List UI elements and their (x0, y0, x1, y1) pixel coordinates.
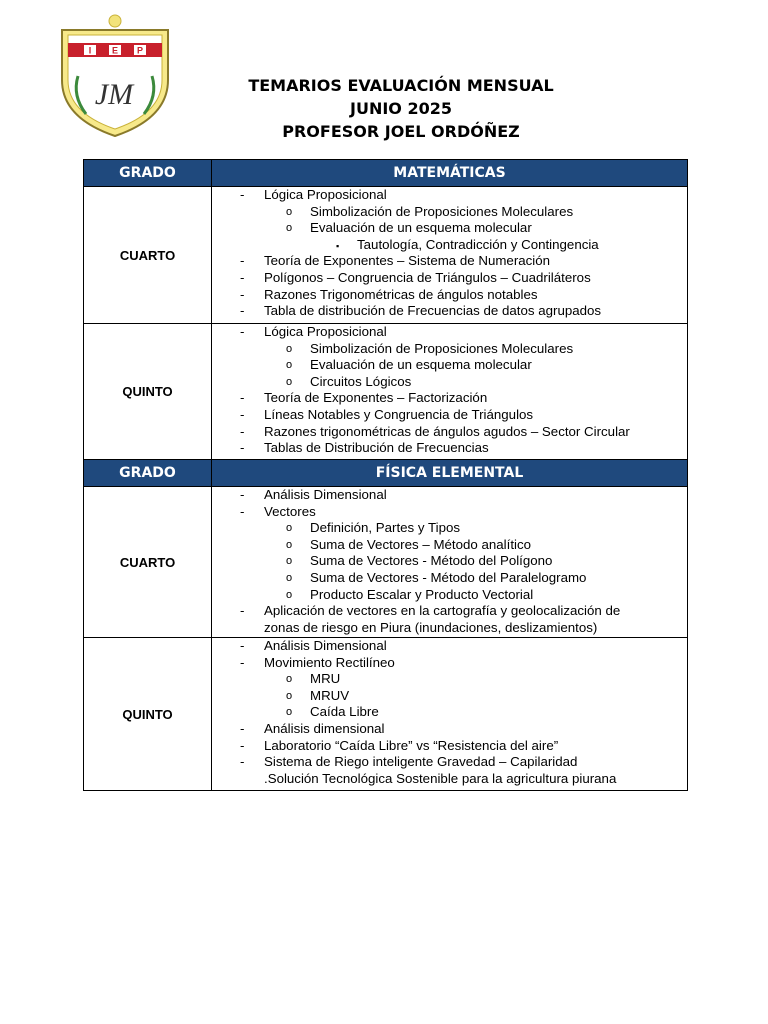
header-date: JUNIO 2025 (350, 99, 452, 118)
topic-text: Suma de Vectores - Método del Polígono (310, 553, 553, 569)
topic-item (212, 738, 687, 755)
topic-item (212, 721, 687, 738)
topic-item (212, 603, 687, 636)
topic-item (212, 270, 687, 287)
bullet-marker: - (240, 406, 245, 422)
bullet-marker: o (286, 205, 293, 218)
document-header (200, 74, 602, 143)
topics-cell (212, 638, 688, 791)
bullet-marker: o (286, 555, 293, 568)
topic-item (212, 374, 687, 391)
bullet-marker: ▪ (336, 240, 340, 251)
topic-text: Sistema de Riego inteligente Gravedad – Capilaridad (264, 754, 578, 770)
topic-item (212, 570, 687, 587)
topics-list (212, 324, 687, 457)
bullet-marker: o (286, 706, 293, 719)
topic-text: Razones Trigonométricas de ángulos notables (264, 286, 538, 302)
bullet-marker: - (240, 187, 245, 202)
bullet-marker: - (240, 603, 245, 619)
topic-text: MRU (310, 671, 341, 687)
header-title: TEMARIOS EVALUACIÓN MENSUAL (248, 76, 554, 95)
grade-row (84, 324, 688, 460)
topic-item (212, 440, 687, 457)
bullet-marker: - (240, 303, 245, 319)
topic-item (212, 390, 687, 407)
topic-item (212, 688, 687, 705)
topic-item (212, 520, 687, 537)
topic-item (212, 407, 687, 424)
topic-item (212, 220, 687, 237)
topic-item (212, 424, 687, 441)
topic-item (212, 253, 687, 270)
bullet-marker: o (286, 522, 293, 535)
bullet-marker: o (286, 538, 293, 551)
topics-cell (212, 324, 688, 460)
topic-text: Simbolización de Proposiciones Moleculares (310, 203, 574, 219)
topic-text: MRUV (310, 687, 350, 703)
bullet-marker: - (240, 638, 245, 653)
topic-text: Evaluación de un esquema molecular (310, 220, 532, 236)
topic-text: Análisis Dimensional (264, 638, 387, 653)
bullet-marker: - (240, 654, 245, 670)
bullet-marker: - (240, 286, 245, 302)
topic-text: Laboratorio “Caída Libre” vs “Resistencia del aire” (264, 737, 559, 753)
topic-item (212, 187, 687, 204)
grade-row (84, 638, 688, 791)
topic-item (212, 587, 687, 604)
grade-column-header: GRADO (84, 160, 212, 187)
header-teacher: PROFESOR JOEL ORDÓÑEZ (282, 122, 520, 141)
topic-item (212, 655, 687, 672)
bullet-marker: - (240, 423, 245, 439)
topic-item (212, 537, 687, 554)
bullet-marker: - (240, 737, 245, 753)
grade-row (84, 187, 688, 324)
topic-text: Análisis dimensional (264, 720, 385, 736)
bullet-marker: o (286, 571, 293, 584)
topic-text: Lógica Proposicional (264, 187, 387, 202)
topic-item (212, 303, 687, 320)
topic-text-continuation: zonas de riesgo en Piura (inundaciones, deslizamientos) (264, 619, 598, 635)
topic-item (212, 504, 687, 521)
bullet-marker: - (240, 503, 245, 519)
topic-text: Razones trigonométricas de ángulos agudos – Sector Circular (264, 423, 630, 439)
bullet-marker: o (286, 375, 293, 388)
topic-text: Lógica Proposicional (264, 324, 387, 339)
grade-row (84, 487, 688, 638)
bullet-marker: o (286, 673, 293, 686)
grade-cell: QUINTO (84, 324, 212, 460)
bullet-marker: o (286, 342, 293, 355)
topic-item (212, 357, 687, 374)
subject-column-header: FÍSICA ELEMENTAL (212, 460, 688, 487)
bullet-marker: o (286, 359, 293, 372)
topic-item (212, 704, 687, 721)
topic-item (212, 237, 687, 254)
topic-text: Tautología, Contradicción y Contingencia (357, 236, 599, 252)
section-header-row (84, 160, 688, 187)
bullet-marker: - (240, 440, 245, 456)
topic-item (212, 324, 687, 341)
topic-text: Simbolización de Proposiciones Moleculares (310, 340, 574, 356)
topic-item (212, 638, 687, 655)
grade-column-header: GRADO (84, 460, 212, 487)
topic-text: Polígonos – Congruencia de Triángulos – Cuadriláteros (264, 269, 591, 285)
bullet-marker: - (240, 269, 245, 285)
bullet-marker: - (240, 324, 245, 339)
topic-item (212, 553, 687, 570)
topic-item (212, 671, 687, 688)
grade-cell: CUARTO (84, 487, 212, 638)
logo-letter-e: E (111, 45, 119, 56)
bullet-marker: - (240, 754, 245, 770)
topic-text: Tabla de distribución de Frecuencias de datos agrupados (264, 303, 602, 319)
bullet-marker: - (240, 487, 245, 502)
subject-column-header: MATEMÁTICAS (212, 160, 688, 187)
school-crest-logo (56, 14, 176, 140)
topic-text: Suma de Vectores - Método del Paralelogramo (310, 569, 587, 585)
topics-list (212, 187, 687, 320)
topic-text: Vectores (264, 503, 316, 519)
topic-text: Circuitos Lógicos (310, 373, 412, 389)
topics-cell (212, 487, 688, 638)
logo-letter-p: P (136, 45, 144, 56)
topic-text: Producto Escalar y Producto Vectorial (310, 586, 534, 602)
bullet-marker: o (286, 588, 293, 601)
topic-text: Teoría de Exponentes – Sistema de Numeración (264, 253, 551, 269)
topic-text: Caída Libre (310, 704, 379, 720)
topic-text: Líneas Notables y Congruencia de Triángulos (264, 406, 534, 422)
topic-text: Análisis Dimensional (264, 487, 387, 502)
topic-text: Tablas de Distribución de Frecuencias (264, 440, 489, 456)
logo-monogram: JM (94, 78, 134, 111)
section-header-row (84, 460, 688, 487)
topic-item (212, 341, 687, 358)
bullet-marker: - (240, 390, 245, 406)
topic-text: Suma de Vectores – Método analítico (310, 536, 532, 552)
bullet-marker: - (240, 720, 245, 736)
bullet-marker: - (240, 253, 245, 269)
topics-list (212, 638, 687, 787)
topic-text: Movimiento Rectilíneo (264, 654, 395, 670)
topics-list (212, 487, 687, 636)
syllabus-table (83, 159, 688, 791)
topics-cell (212, 187, 688, 324)
topic-text: Evaluación de un esquema molecular (310, 357, 532, 373)
topic-text: Definición, Partes y Tipos (310, 520, 461, 536)
topic-text: Teoría de Exponentes – Factorización (264, 390, 488, 406)
topic-item (212, 754, 687, 787)
grade-cell: QUINTO (84, 638, 212, 791)
bullet-marker: o (286, 222, 293, 235)
topic-item (212, 487, 687, 504)
topic-item (212, 287, 687, 304)
topic-item (212, 204, 687, 221)
topic-text-continuation: .Solución Tecnológica Sostenible para la agricultura piurana (264, 770, 617, 786)
logo-letter-i: I (88, 45, 92, 56)
grade-cell: CUARTO (84, 187, 212, 324)
bullet-marker: o (286, 689, 293, 702)
topic-text: Aplicación de vectores en la cartografía y geolocalización de (264, 603, 621, 619)
